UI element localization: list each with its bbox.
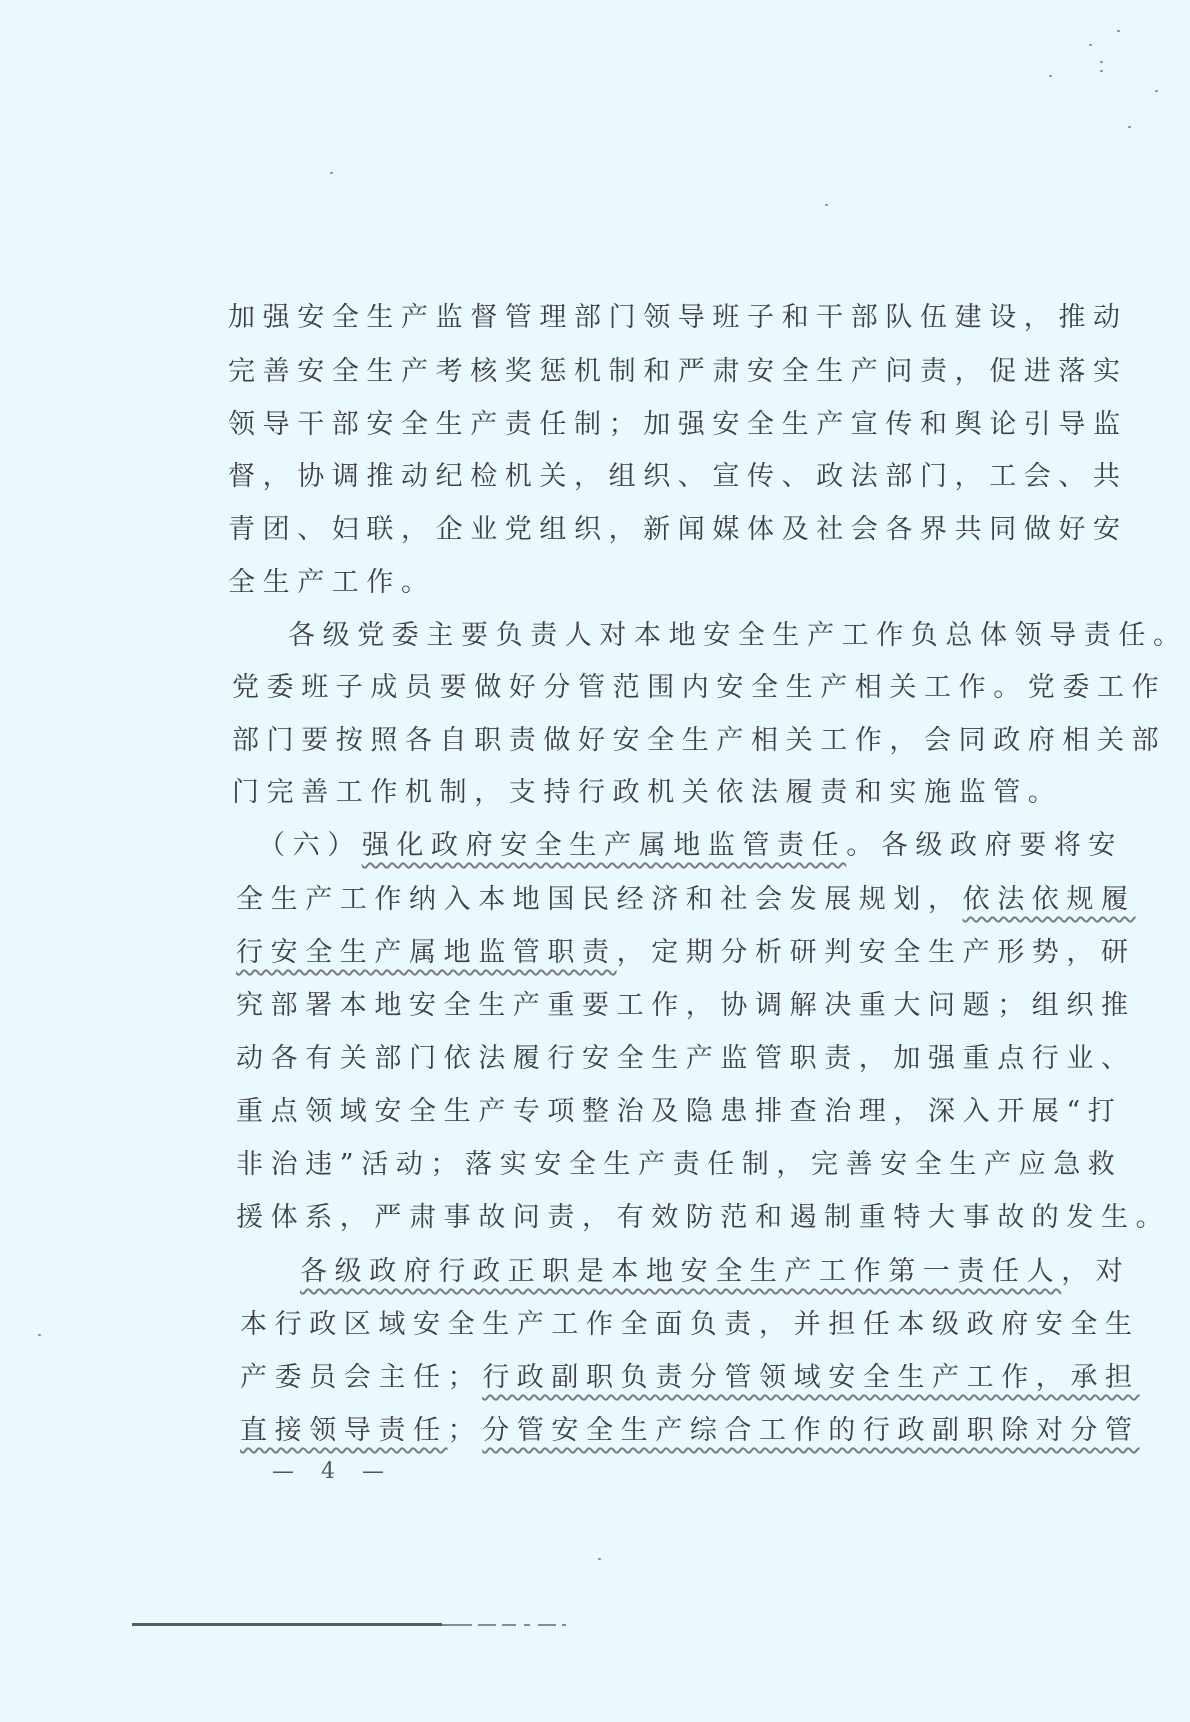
scan-speck (1117, 30, 1120, 32)
text-line: 完善安全生产考核奖惩机制和严肃安全生产问责，促进落实 (228, 356, 1128, 387)
section-six-heading-line (258, 826, 1124, 866)
underlined-text: 直接领导责任 (240, 1415, 448, 1446)
paragraph-start: 各级党委主要负责人对本地安全生产工作负总体领导责任。 (288, 620, 1188, 651)
underlined-text: 行政副职负责分管领域安全生产工作，承担 (482, 1362, 1140, 1393)
text-line (236, 880, 1136, 920)
text-line: 青团、妇联，企业党组织，新闻媒体及社会各界共同做好安 (228, 514, 1128, 545)
underlined-text: 各级政府行政正职是本地安全生产工作第一责任人 (300, 1256, 1062, 1287)
text-line: 非治违”活动；落实安全生产责任制，完善安全生产应急救 (236, 1149, 1123, 1180)
scan-speck (38, 1334, 41, 1336)
text-span: ，定期分析研判安全生产形势，研 (616, 937, 1136, 968)
scan-speck (825, 204, 828, 206)
scan-speck (1089, 44, 1092, 46)
text-line: 督，协调推动纪检机关，组织、宣传、政法部门，工会、共 (228, 461, 1128, 492)
text-line: 重点领域安全生产专项整治及隐患排查治理，深入开展“打 (236, 1096, 1123, 1127)
footer-rule (132, 1623, 442, 1626)
text-line: 部门要按照各自职责做好安全生产相关工作，会同政府相关部 (232, 725, 1167, 756)
text-line (240, 1411, 1140, 1451)
scan-speck (1100, 61, 1103, 63)
scan-speck (1100, 70, 1103, 72)
text-line: 本行政区域安全生产工作全面负责，并担任本级政府安全生 (240, 1309, 1140, 1340)
text-span: 全生产工作纳入本地国民经济和社会发展规划， (236, 884, 963, 915)
underlined-text: 分管安全生产综合工作的行政副职除对分管 (482, 1415, 1140, 1446)
text-line: 究部署本地安全生产重要工作，协调解决重大问题；组织推 (236, 990, 1136, 1021)
footer-rule-dash (502, 1624, 516, 1626)
paragraph-start (300, 1252, 1131, 1292)
section-number: （六） (258, 830, 362, 861)
footer-rule-dash (562, 1624, 566, 1626)
underlined-heading: 强化政府安全生产属地监管责任 (361, 830, 847, 861)
scan-speck (598, 1558, 601, 1560)
page-number: — 4 — (272, 1459, 394, 1484)
text-line: 援体系，严肃事故问责，有效防范和遏制重特大事故的发生。 (236, 1202, 1171, 1233)
scan-speck (1155, 90, 1158, 92)
scan-speck (330, 172, 333, 174)
footer-rule-dash (538, 1624, 556, 1626)
text-line: 全生产工作。 (228, 567, 436, 598)
text-line (236, 933, 1136, 973)
underlined-text: 依法依规履 (962, 884, 1136, 915)
footer-rule-dash (478, 1624, 496, 1626)
scan-speck (1049, 75, 1052, 77)
text-span: 产委员会主任； (240, 1362, 483, 1393)
text-line: 门完善工作机制，支持行政机关依法履责和实施监管。 (232, 777, 1063, 808)
scan-speck (1128, 126, 1131, 128)
text-span: 。各级政府要将安 (846, 830, 1124, 861)
text-span: ，对 (1061, 1256, 1131, 1287)
text-line: 领导干部安全生产责任制；加强安全生产宣传和舆论引导监 (228, 409, 1128, 440)
text-line: 动各有关部门依法履行安全生产监管职责，加强重点行业、 (236, 1043, 1136, 1074)
footer-rule-dash (442, 1624, 472, 1626)
text-line (240, 1358, 1140, 1398)
footer-rule-dash (524, 1624, 530, 1626)
text-line: 党委班子成员要做好分管范围内安全生产相关工作。党委工作 (232, 672, 1167, 703)
text-span: ； (447, 1415, 483, 1446)
text-line: 加强安全生产监督管理部门领导班子和干部队伍建设，推动 (228, 302, 1128, 333)
underlined-text: 行安全生产属地监管职责 (236, 937, 617, 968)
